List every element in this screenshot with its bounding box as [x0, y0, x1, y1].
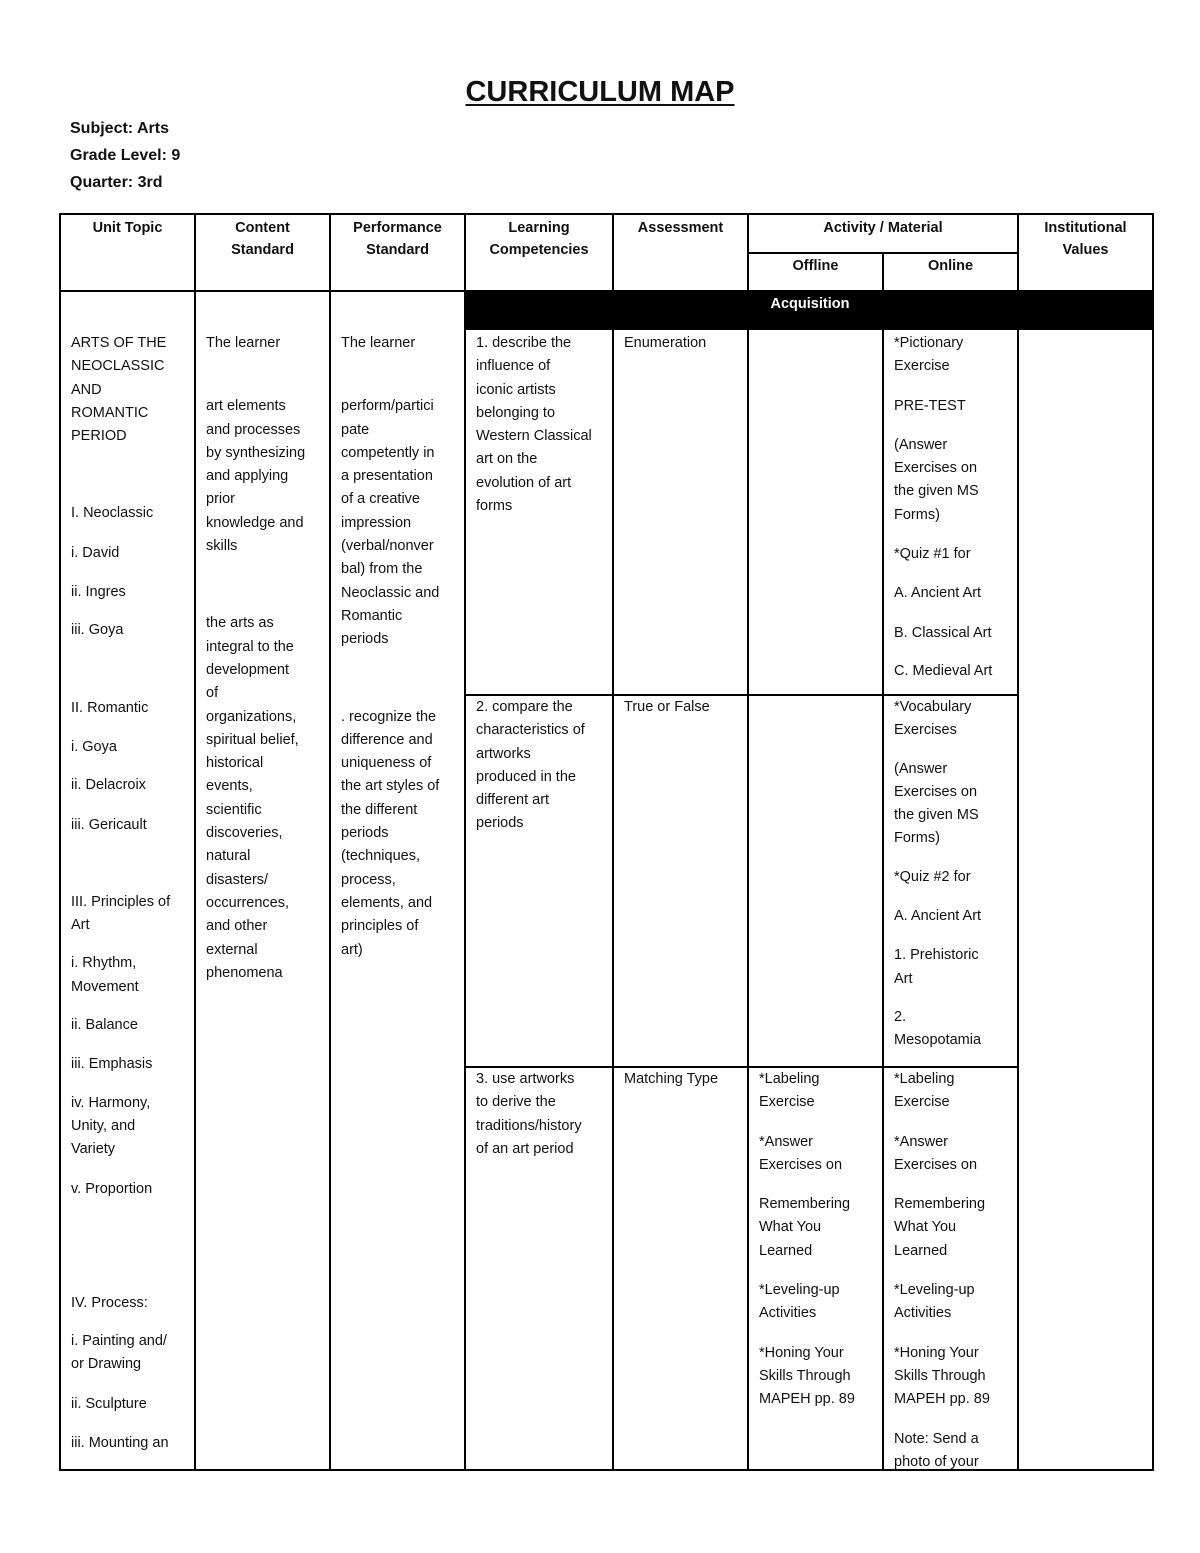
header-performance-standard-line2: Standard: [366, 242, 429, 258]
text-line: What You: [894, 1219, 957, 1236]
text-line: The learner: [341, 335, 416, 351]
text-line: 3. use artworks: [476, 1071, 575, 1087]
text-line: Note: Send a: [894, 1430, 979, 1447]
document-title: [0, 76, 1200, 109]
header-activity-material: [749, 217, 1017, 239]
online-activity-2: [894, 696, 1016, 1053]
text-line: II. Romantic: [71, 699, 149, 716]
text-line: i. Painting and/: [71, 1333, 167, 1350]
document-title-text: CURRICULUM MAP: [465, 76, 735, 108]
text-line: The learner: [206, 335, 281, 351]
text-line: *Labeling: [894, 1071, 955, 1087]
text-line: perform/partici: [341, 398, 434, 415]
text-line: difference and: [341, 731, 433, 748]
text-line: occurrences,: [206, 894, 290, 911]
text-line: the arts as: [206, 615, 274, 632]
text-line: Activities: [894, 1305, 952, 1322]
text-line: i. Rhythm,: [71, 955, 137, 972]
text-line: Exercise: [894, 358, 950, 375]
text-line: 1. describe the: [476, 335, 572, 351]
text-line: (Answer: [894, 436, 948, 453]
text-line: Forms): [894, 830, 940, 847]
text-line: pate: [341, 421, 370, 438]
text-line: Forms): [894, 506, 940, 523]
header-performance-standard-line1: Performance: [353, 220, 442, 236]
text-line: iii. Emphasis: [71, 1056, 153, 1073]
assessment-2: [624, 696, 746, 719]
text-line: and applying: [206, 468, 289, 485]
unit-topic-cell: [71, 332, 193, 1455]
text-line: evolution of art: [476, 474, 572, 491]
text-line: *Answer: [894, 1133, 948, 1150]
header-assessment: [614, 217, 747, 239]
text-line: PRE-TEST: [894, 397, 966, 414]
text-line: development: [206, 661, 290, 678]
text-line: MAPEH pp. 89: [894, 1391, 990, 1408]
text-line: bal) from the: [341, 561, 423, 578]
text-line: traditions/history: [476, 1117, 582, 1134]
text-line: scientific: [206, 801, 262, 818]
text-line: process,: [341, 871, 396, 888]
text-line: phenomena: [206, 964, 283, 981]
text-line: MAPEH pp. 89: [759, 1391, 855, 1408]
grid-line: [747, 252, 1019, 254]
acquisition-label: Acquisition: [770, 296, 850, 312]
competency-1: [476, 332, 611, 518]
content-standard-cell: [206, 332, 328, 985]
text-line: Exercise: [894, 1094, 950, 1111]
text-line: *Answer: [759, 1133, 813, 1150]
text-line: of an art period: [476, 1140, 574, 1157]
performance-standard-cell: [341, 332, 463, 962]
text-line: ii. Balance: [71, 1017, 138, 1034]
grade-level-line: Grade Level: 9: [70, 147, 181, 164]
text-line: ii. Ingres: [71, 584, 126, 601]
text-line: of a creative: [341, 491, 420, 508]
text-line: B. Classical Art: [894, 624, 992, 641]
text-line: iconic artists: [476, 381, 556, 398]
text-line: of: [206, 685, 219, 702]
text-line: *Labeling: [759, 1071, 820, 1087]
text-line: True or False: [624, 699, 710, 715]
text-line: integral to the: [206, 638, 294, 655]
competency-2: [476, 696, 611, 836]
text-line: (techniques,: [341, 848, 420, 865]
text-line: Movement: [71, 978, 139, 995]
text-line: Exercises on: [759, 1156, 843, 1173]
text-line: disasters/: [206, 871, 269, 888]
header-institutional-values: [1019, 217, 1152, 261]
online-activity-3: [894, 1068, 1016, 1474]
text-line: principles of: [341, 918, 419, 935]
text-line: *Quiz #1 for: [894, 546, 971, 563]
text-line: AND: [71, 381, 102, 398]
text-line: (Answer: [894, 760, 948, 777]
text-line: competently in: [341, 444, 435, 461]
acquisition-banner: [466, 291, 1154, 330]
text-line: produced in the: [476, 768, 576, 785]
text-line: natural: [206, 848, 251, 865]
text-line: *Pictionary: [894, 335, 964, 351]
assessment-3: [624, 1068, 746, 1091]
text-line: I. Neoclassic: [71, 505, 154, 522]
text-line: prior: [206, 491, 236, 508]
text-line: Romantic: [341, 607, 403, 624]
text-line: influence of: [476, 358, 551, 375]
text-line: ii. Delacroix: [71, 777, 146, 794]
header-assessment-text: Assessment: [637, 220, 724, 236]
competency-3: [476, 1068, 611, 1161]
text-line: Exercises on: [894, 460, 978, 477]
text-line: Art: [71, 917, 90, 934]
text-line: or Drawing: [71, 1356, 142, 1373]
text-line: the given MS: [894, 483, 979, 500]
text-line: ARTS OF THE: [71, 335, 167, 351]
text-line: discoveries,: [206, 825, 283, 842]
text-line: by synthesizing: [206, 444, 306, 461]
text-line: impression: [341, 514, 412, 531]
header-learning-competencies: [466, 217, 612, 261]
text-line: Unity, and: [71, 1117, 136, 1134]
text-line: *Honing Your: [894, 1344, 979, 1361]
header-unit-topic-text: Unit Topic: [92, 220, 163, 236]
text-line: Western Classical: [476, 428, 592, 445]
text-line: belonging to: [476, 404, 556, 421]
text-line: Exercises on: [894, 1156, 978, 1173]
grid-line: [194, 215, 196, 1469]
curriculum-table: [59, 213, 1154, 1471]
grid-line: [747, 330, 749, 1469]
text-line: organizations,: [206, 708, 297, 725]
text-line: A. Ancient Art: [894, 908, 982, 925]
header-online-text: Online: [927, 258, 974, 274]
text-line: v. Proportion: [71, 1180, 153, 1197]
text-line: periods: [341, 631, 389, 648]
header-content-standard: [196, 217, 329, 261]
text-line: IV. Process:: [71, 1294, 148, 1311]
header-performance-standard: [331, 217, 464, 261]
text-line: Skills Through: [894, 1367, 986, 1384]
text-line: Mesopotamia: [894, 1032, 982, 1049]
header-unit-topic: [61, 217, 194, 239]
text-line: Art: [894, 970, 913, 987]
assessment-1: [624, 332, 746, 355]
text-line: 2. compare the: [476, 699, 573, 715]
text-line: external: [206, 941, 258, 958]
text-line: i. Goya: [71, 738, 117, 755]
online-activity-1: [894, 332, 1016, 683]
text-line: C. Medieval Art: [894, 662, 993, 679]
grid-line: [1017, 330, 1019, 1469]
text-line: spiritual belief,: [206, 731, 299, 748]
text-line: forms: [476, 498, 513, 515]
header-online: [884, 255, 1017, 277]
text-line: What You: [759, 1219, 822, 1236]
text-line: *Honing Your: [759, 1344, 844, 1361]
quarter-line: Quarter: 3rd: [70, 174, 163, 191]
text-line: III. Principles of: [71, 893, 171, 910]
text-line: Remembering: [759, 1196, 851, 1213]
text-line: ii. Sculpture: [71, 1395, 147, 1412]
text-line: to derive the: [476, 1094, 556, 1111]
text-line: iii. Mounting an: [71, 1435, 169, 1452]
text-line: . recognize the: [341, 708, 437, 725]
text-line: art on the: [476, 451, 538, 468]
text-line: events,: [206, 778, 253, 795]
offline-activity-3: [759, 1068, 881, 1412]
text-line: the different: [341, 801, 418, 818]
text-line: a presentation: [341, 468, 433, 485]
text-line: Remembering: [894, 1196, 986, 1213]
text-line: i. David: [71, 544, 120, 561]
text-line: *Leveling-up: [759, 1282, 840, 1299]
text-line: and other: [206, 918, 268, 935]
grid-line: [329, 215, 331, 1469]
text-line: Activities: [759, 1305, 817, 1322]
text-line: (verbal/nonver: [341, 538, 434, 555]
text-line: Matching Type: [624, 1071, 719, 1087]
text-line: iv. Harmony,: [71, 1094, 151, 1111]
text-line: Exercises on: [894, 783, 978, 800]
header-offline-text: Offline: [792, 258, 839, 274]
text-line: elements, and: [341, 894, 433, 911]
header-content-standard-line2: Standard: [231, 242, 294, 258]
text-line: iii. Goya: [71, 622, 124, 639]
text-line: 2.: [894, 1008, 907, 1025]
text-line: art): [341, 941, 363, 958]
text-line: different art: [476, 792, 550, 809]
text-line: Variety: [71, 1141, 116, 1158]
text-line: *Vocabulary: [894, 699, 972, 715]
text-line: historical: [206, 755, 264, 772]
header-activity-material-text: Activity / Material: [823, 220, 943, 236]
text-line: *Leveling-up: [894, 1282, 975, 1299]
text-line: and processes: [206, 421, 301, 438]
document-meta: [70, 115, 180, 196]
text-line: periods: [341, 825, 389, 842]
subject-line: Subject: Arts: [70, 120, 169, 137]
grid-line: [612, 330, 614, 1469]
text-line: NEOCLASSIC: [71, 358, 165, 375]
text-line: characteristics of: [476, 722, 585, 739]
text-line: art elements: [206, 398, 286, 415]
text-line: knowledge and: [206, 514, 304, 531]
text-line: periods: [476, 815, 524, 832]
text-line: the given MS: [894, 807, 979, 824]
text-line: photo of your: [894, 1453, 979, 1470]
text-line: iii. Gericault: [71, 816, 147, 833]
grid-line: [464, 215, 466, 1469]
text-line: Learned: [894, 1242, 948, 1259]
text-line: PERIOD: [71, 428, 127, 445]
text-line: 1. Prehistoric: [894, 947, 979, 964]
header-content-standard-line1: Content: [235, 220, 290, 236]
header-institutional-values-line2: Values: [1062, 242, 1109, 258]
text-line: ROMANTIC: [71, 404, 149, 421]
text-line: Exercises: [894, 722, 957, 739]
text-line: Exercise: [759, 1094, 815, 1111]
header-learning-competencies-line2: Competencies: [489, 242, 589, 258]
text-line: the art styles of: [341, 778, 440, 795]
text-line: skills: [206, 538, 238, 555]
text-line: Neoclassic and: [341, 584, 440, 601]
text-line: artworks: [476, 745, 531, 762]
text-line: uniqueness of: [341, 755, 432, 772]
header-offline: [749, 255, 882, 277]
text-line: Skills Through: [759, 1367, 851, 1384]
header-institutional-values-line1: Institutional: [1044, 220, 1127, 236]
text-line: Learned: [759, 1242, 813, 1259]
text-line: A. Ancient Art: [894, 585, 982, 602]
text-line: Enumeration: [624, 335, 707, 351]
grid-line: [882, 330, 884, 1469]
text-line: *Quiz #2 for: [894, 868, 971, 885]
header-learning-competencies-line1: Learning: [508, 220, 570, 236]
